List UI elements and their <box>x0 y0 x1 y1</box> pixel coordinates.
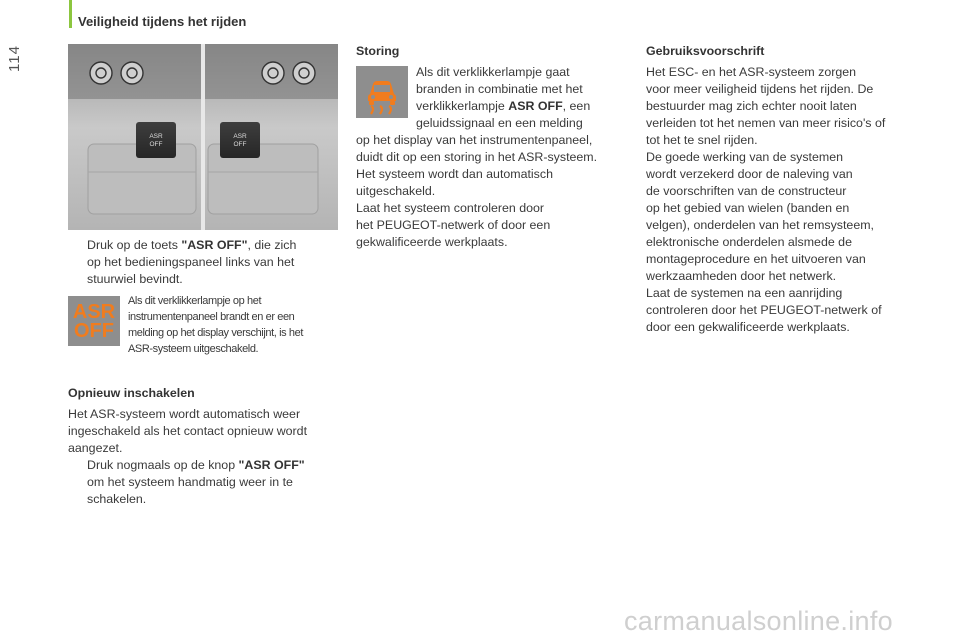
asr-off-button-left <box>136 122 176 158</box>
reenable-paragraph: Het ASR-systeem wordt automatisch weer ingeschakeld als het contact opnieuw wordt aangezet. Druk nogmaals op de knop "ASR OFF" om het systeem handmatig weer in te schakelen. <box>68 407 308 506</box>
svg-text:OFF: OFF <box>149 141 163 148</box>
watermark: carmanualsonline.info <box>624 606 893 636</box>
esp-skid-warning-icon <box>356 66 408 118</box>
fault-paragraph-top: Als dit verklikkerlampje gaat branden in combinatie met het verklikkerlampje ASR OFF, een geluidssignaal en een melding <box>416 65 591 130</box>
reenable-heading: Opnieuw inschakelen <box>68 386 195 400</box>
usage-heading: Gebruiksvoorschrift <box>646 44 765 58</box>
usage-paragraph: Het ESC- en het ASR-systeem zorgen voor meer veiligheid tijdens het rijden. De bestuurder mag zich echter nooit laten verleiden tot het nemen van meer risico's of tot het te snel rijden. De goede werking van de systemen wordt verzekerd door de naleving van de voorschriften van de constructeur op het gebied van wielen (banden en velgen), onderdelen van het remsysteem, elektronische onderdelen alsmede de montageprocedure en het uitvoeren van werkzaamheden door het netwerk. Laat de systemen na een aanrijding controleren door het PEUGEOT-netwerk of door een gekwalificeerde werkplaats. <box>646 65 886 334</box>
page-header-title: Veiligheid tijdens het rijden <box>78 14 247 29</box>
svg-text:ASR: ASR <box>233 133 247 140</box>
asr-indicator-note: Als dit verklikkerlampje op het instrumentenpaneel brandt en er een melding op het display verschijnt, is het ASR-systeem uitgeschakeld. <box>128 295 303 355</box>
svg-text:ASR: ASR <box>149 133 163 140</box>
asr-off-warning-icon: ASR OFF <box>68 296 120 346</box>
step-press-asr-off: Druk op de toets "ASR OFF", die zich op het bedieningspaneel links van het stuurwiel bevindt. <box>87 238 297 286</box>
asr-off-button-right <box>220 122 260 158</box>
header-accent-bar <box>69 0 72 28</box>
photo-divider <box>201 44 205 230</box>
fault-heading: Storing <box>356 44 400 58</box>
page-number: 114 <box>6 45 23 72</box>
fault-paragraph-rest: op het display van het instrumentenpaneel, duidt dit op een storing in het ASR-systeem. Het systeem wordt dan automatisch uitgeschakeld. Laat het systeem controleren door het PEUGEOT-netwerk of door een gekwalificeerde werkplaats. <box>356 133 598 249</box>
asr-button-photo <box>68 44 338 230</box>
svg-text:OFF: OFF <box>233 141 247 148</box>
